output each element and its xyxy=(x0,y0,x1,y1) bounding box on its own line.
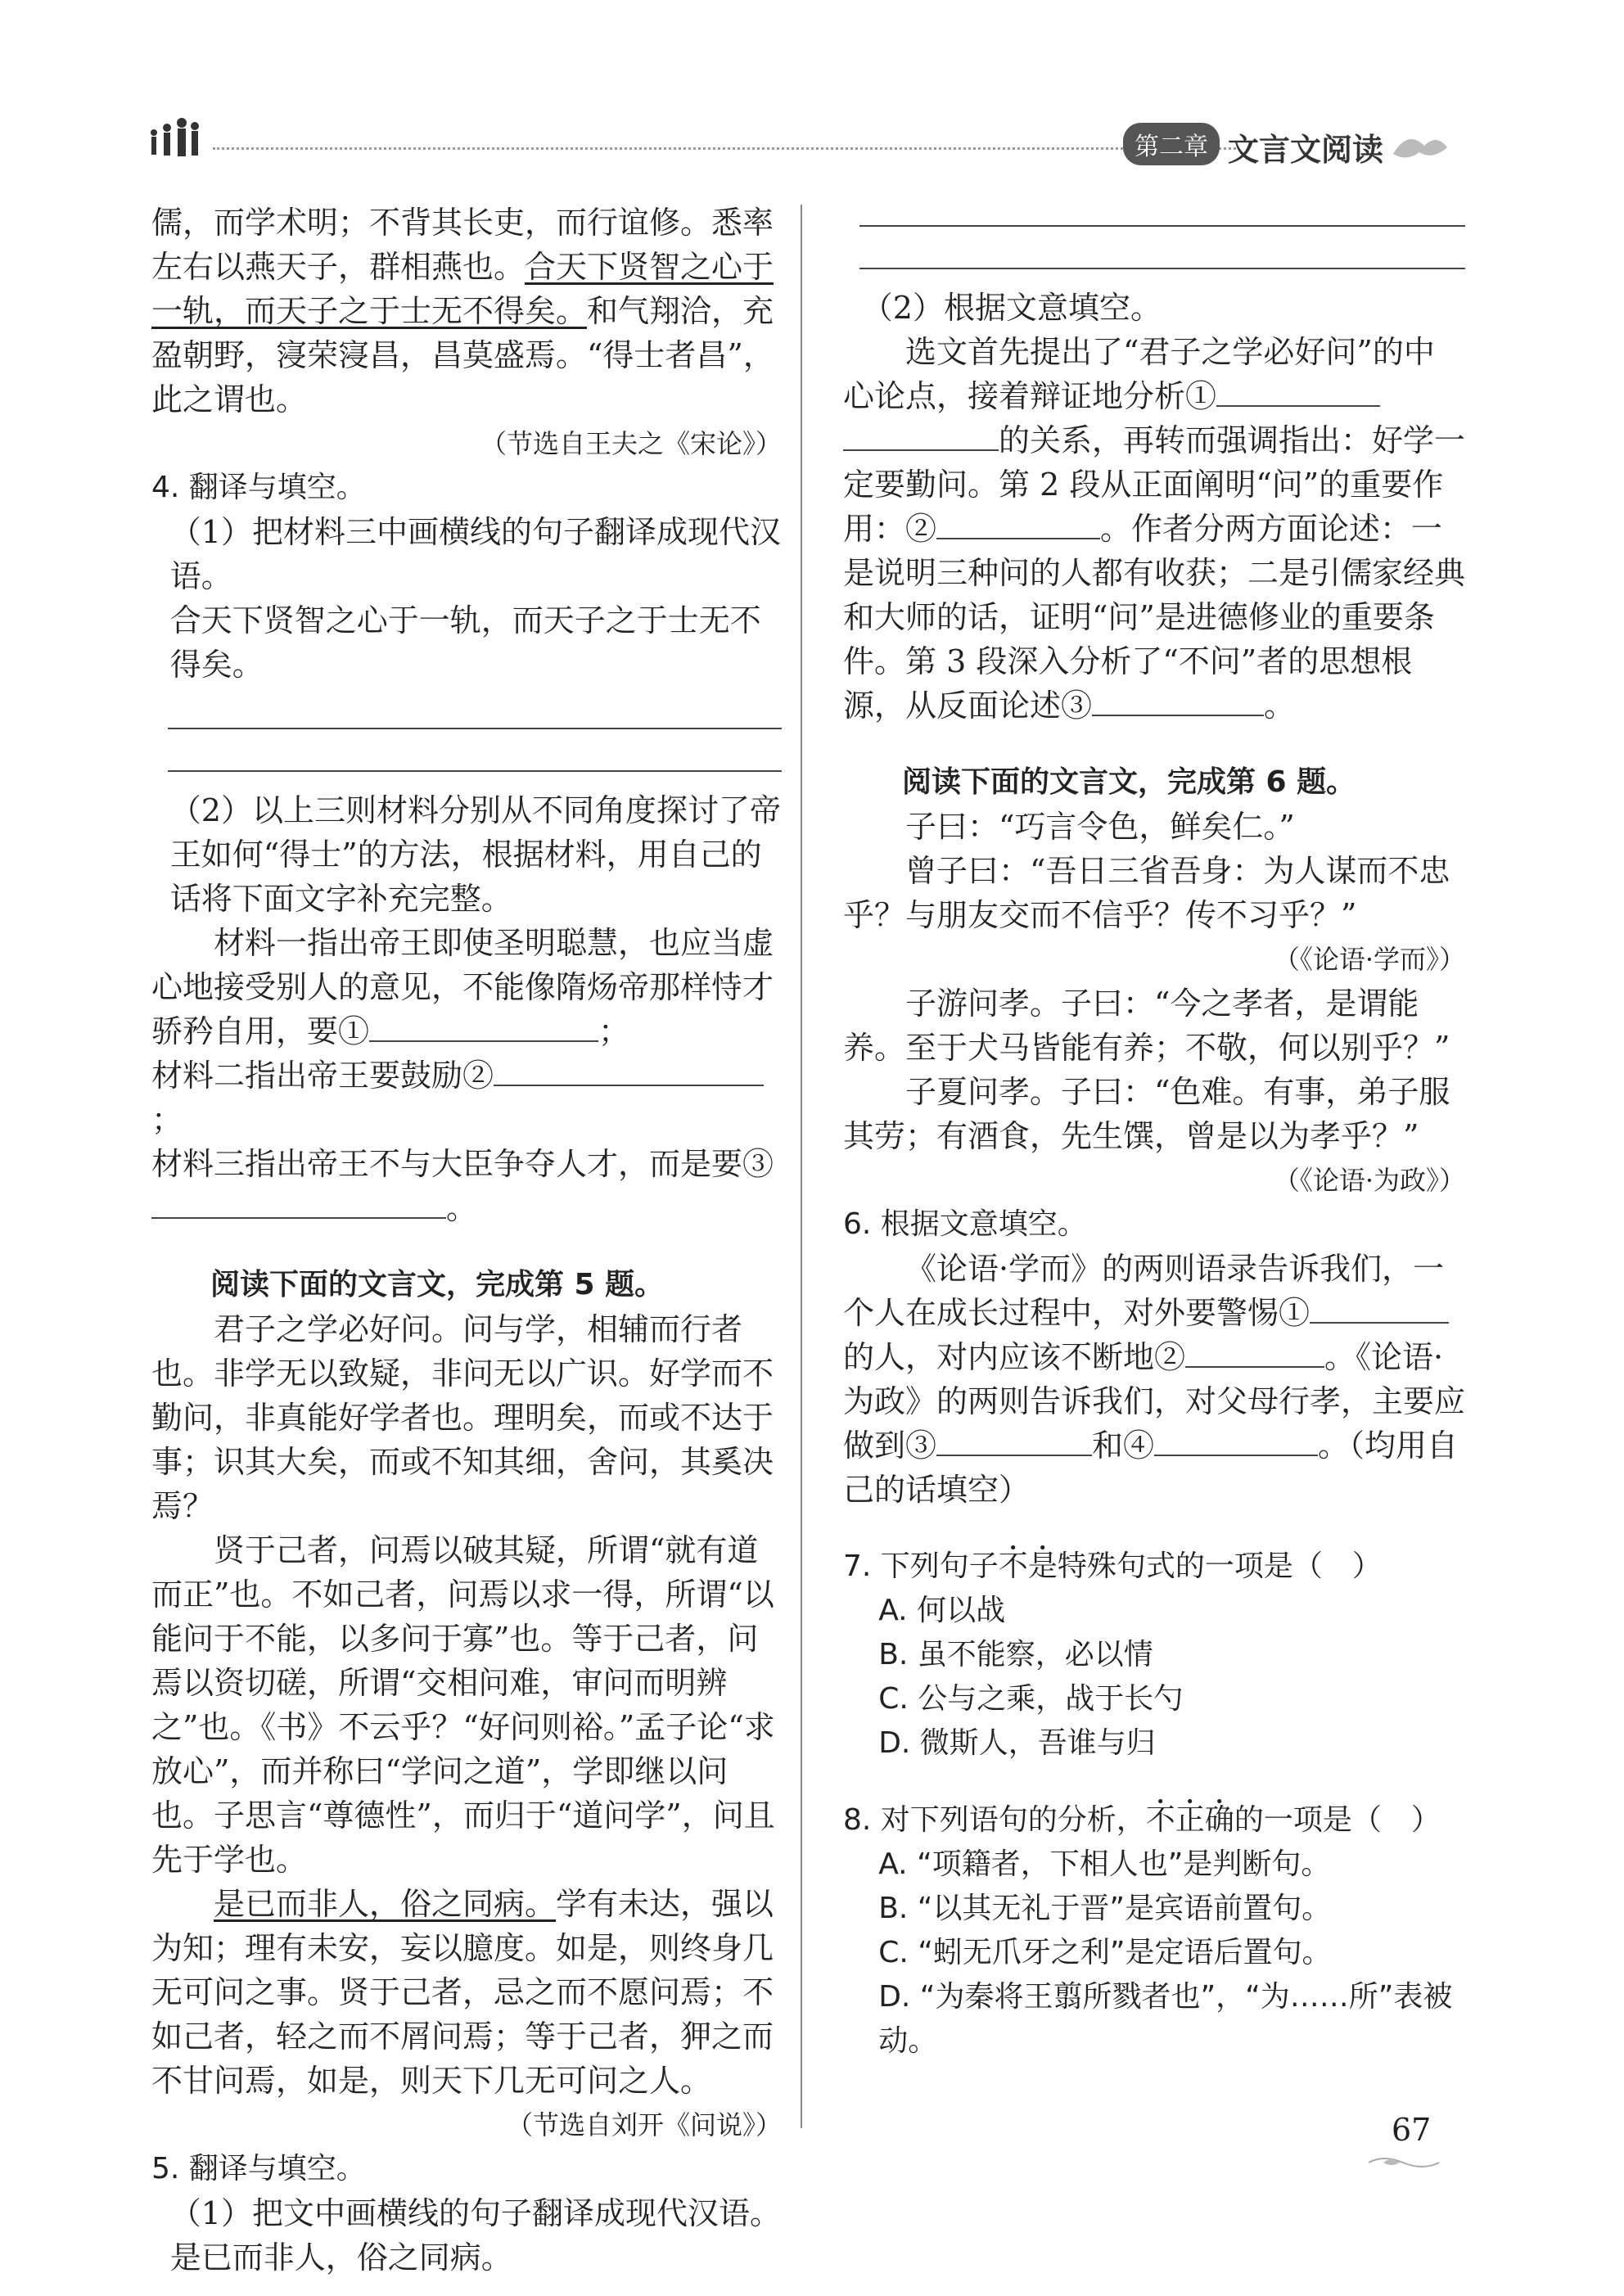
option-b[interactable]: B. “以其无礼于晋”是宾语前置句。 xyxy=(878,1892,1332,1925)
analects-line-2: 曾子曰：“吾日三省吾身：为人谋而不忠乎？与朋友交而不信乎？传不习乎？” xyxy=(843,853,1450,933)
leaf-ornament-icon xyxy=(1392,129,1449,162)
option-a[interactable]: A. 何以战 xyxy=(878,1594,1006,1627)
fill-blank[interactable] xyxy=(1185,1335,1324,1368)
passage5-para2: 贤于己者，问焉以破其疑，所谓“就有道而正”也。不如己者，问焉以求一得，所谓“以能问于不能，以多问于寡”也。等于己者，问焉以资切磋，所谓“交相问难，审问而明辨之”也。《书》不云乎？“好问则裕。”孟子论“求放心”，而并称曰“学问之道”，学即继以问也。子思言“尊德性”，而归于“道问学”，问且先于学也。 xyxy=(151,1532,775,1878)
section-5-title: 阅读下面的文言文，完成第 5 题。 xyxy=(210,1268,665,1301)
right-column xyxy=(843,201,1465,2064)
section-6-title: 阅读下面的文言文，完成第 6 题。 xyxy=(902,765,1356,799)
fill-text-3: 材料三指出帝王不与大臣争夺人才，而是要③ 。 xyxy=(151,1146,774,1226)
header-rule xyxy=(213,147,1236,150)
chapter-title: 文言文阅读 xyxy=(1227,132,1383,168)
fill-blank[interactable] xyxy=(936,507,1100,539)
answer-line[interactable] xyxy=(859,184,1465,227)
option-d[interactable]: D. 微斯人，吾谁与归 xyxy=(878,1726,1156,1760)
passage5-para1: 君子之学必好问。问与学，相辅而行者也。非学无以致疑，非问无以广识。好学而不勤问，非真能好学者也。理明矣，而或不达于事；识其大矣，而或不知其细，舍问，其奚决焉？ xyxy=(151,1311,774,1524)
analects-line-1: 子曰：“巧言令色，鲜矣仁。” xyxy=(905,809,1295,845)
fill-blank[interactable] xyxy=(494,1053,764,1086)
question-5-1-sentence: 是已而非人，俗之同病。 xyxy=(169,2240,512,2276)
option-b[interactable]: B. 虽不能察，必以情 xyxy=(878,1638,1153,1671)
fill-blank[interactable] xyxy=(1216,374,1380,407)
fill-text-1: 材料一指出帝王即使圣明聪慧，也应当虚心地接受别人的意见，不能像隋炀帝那样恃才骄矜自用，要① ； xyxy=(151,925,774,1049)
option-a[interactable]: A. “项籍者，下相人也”是判断句。 xyxy=(878,1847,1331,1881)
column-divider xyxy=(801,205,802,2128)
answer-line[interactable] xyxy=(859,227,1465,269)
answer-line[interactable] xyxy=(168,729,782,772)
page-number: 67 xyxy=(1392,2112,1432,2148)
question-5-2: （2）根据文意填空。 xyxy=(861,290,1162,326)
question-5-1: （1）把文中画横线的句子翻译成现代汉语。 xyxy=(169,2195,781,2231)
fill-text-2: 材料二指出帝王要鼓励②； xyxy=(151,1053,782,1142)
option-c[interactable]: C. “蚓无爪牙之利”是定语后置句。 xyxy=(878,1936,1332,1969)
question-4-1-sentence: 合天下贤智之心于一轨，而天子之于士无不得矣。 xyxy=(169,602,761,683)
analects-line-3: 子游问孝。子曰：“今之孝者，是谓能养。至于犬马皆能有养；不敬，何以别乎？” xyxy=(843,986,1450,1066)
source-citation: （节选自王夫之《宋论》） xyxy=(480,428,782,459)
underlined-sentence: 是已而非人，俗之同病。 xyxy=(214,1886,557,1922)
fill-blank[interactable] xyxy=(369,1009,598,1042)
fill-blank[interactable] xyxy=(1092,683,1264,716)
fill-blank[interactable] xyxy=(936,1423,1092,1456)
option-c[interactable]: C. 公与之乘，战于长勺 xyxy=(878,1682,1184,1716)
source-citation: （《论语·为政》） xyxy=(1273,1165,1465,1196)
answer-line[interactable] xyxy=(168,687,782,729)
leaf-ornament-icon xyxy=(1367,2153,1441,2172)
question-5-2-text: 选文首先提出了“君子之学必好问”的中心论点，接着辩证地分析①的关系，再转而强调指出：好学一定要勤问。第 2 段从正面阐明“问”的重要作用：② 。作者分两方面论述：一是说明三种问的人都有收获；二是引儒家经典和大师的话，证明“问”是进德修业的重要条件。第 3 段深入分析了“不问”者的思想根源，从反面论述③ 。 xyxy=(843,334,1466,724)
question-4-1: （1）把材料三中画横线的句子翻译成现代汉语。 xyxy=(169,514,781,594)
underlined-sentence: 合天下贤智之心于一轨，而天子之于士无不得矣。 xyxy=(151,249,774,329)
question-8-title: 8. 对下列语句的分析，不正确的一项是（ ） xyxy=(843,1803,1441,1837)
question-6-text: 《论语·学而》的两则语录告诉我们，一个人在成长过程中，对外要警惕①的人，对内应该不断地② 。《论语·为政》的两则告诉我们，对父母行孝，主要应做到③ 和④ 。（均用自己的话填空） xyxy=(843,1251,1466,1508)
fill-blank[interactable] xyxy=(1154,1423,1318,1456)
people-icon xyxy=(147,115,205,164)
passage3-text: 儒，而学术明；不背其长吏，而行谊修。悉率左右以燕天子，群相燕也。合天下贤智之心于一轨，而天子之于士无不得矣。和气翔洽，充盈朝野，寖荣寖昌，昌莫盛焉。“得士者昌”，此之谓也。 xyxy=(151,205,774,417)
question-7-title: 7. 下列句子不是特殊句式的一项是（ ） xyxy=(843,1549,1382,1583)
passage5-para3: 是已而非人，俗之同病。学有未达，强以为知；理有未安，妄以臆度。如是，则终身几无可问之事。贤于己者，忌之而不愿问焉；不如己者，轻之而不屑问焉；等于己者，狎之而不甘问焉，如是，则天下几无可问之人。 xyxy=(151,1886,774,2099)
fill-blank[interactable] xyxy=(151,1186,446,1219)
analects-line-4: 子夏问孝。子曰：“色难。有事，弟子服其劳；有酒食，先生馔，曾是以为孝乎？” xyxy=(843,1074,1450,1154)
source-citation: （《论语·学而》） xyxy=(1273,944,1465,975)
page-header xyxy=(147,115,1449,180)
question-5-title: 5. 翻译与填空。 xyxy=(151,2152,366,2185)
question-4-title: 4. 翻译与填空。 xyxy=(151,471,366,504)
option-d[interactable]: D. “为秦将王翦所戮者也”，“为……所”表被动。 xyxy=(878,1980,1453,2058)
fill-blank[interactable] xyxy=(843,418,999,451)
fill-blank[interactable] xyxy=(1310,1291,1449,1324)
source-citation: （节选自刘开《问说》） xyxy=(506,2109,782,2140)
chapter-badge: 第二章 xyxy=(1123,123,1220,165)
question-4-2: （2）以上三则材料分别从不同角度探讨了帝王如何“得士”的方法，根据材料，用自己的话将下面文字补充完整。 xyxy=(169,792,781,917)
question-6-title: 6. 根据文意填空。 xyxy=(843,1207,1087,1241)
left-column xyxy=(151,201,782,2280)
